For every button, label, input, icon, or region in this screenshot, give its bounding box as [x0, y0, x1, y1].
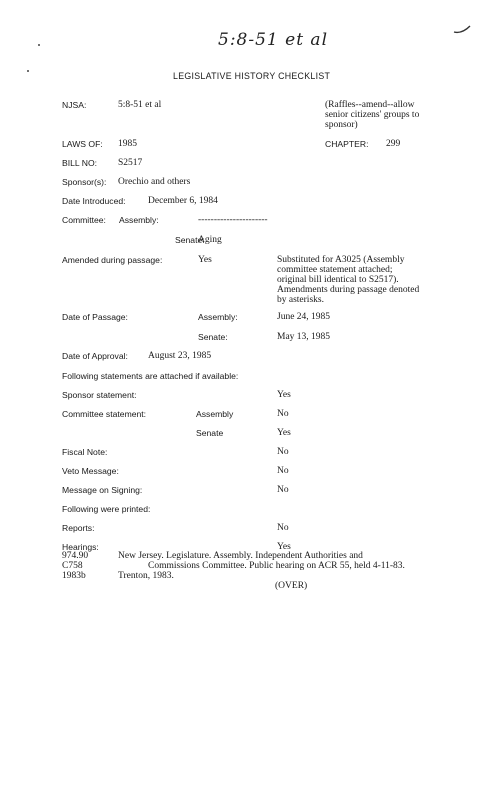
page-title: LEGISLATIVE HISTORY CHECKLIST — [173, 71, 331, 81]
committee-statement-label: Committee statement: — [62, 409, 147, 419]
njsa-note-line-3: sponsor) — [325, 120, 358, 130]
njsa-label: NJSA: — [62, 100, 87, 110]
message-signing-value: No — [277, 485, 289, 495]
amended-value: Yes — [198, 255, 212, 265]
veto-message-value: No — [277, 466, 289, 476]
hearing-citation-line-2: Commissions Committee. Public hearing on ACR 55, held 4-11-83. — [148, 561, 405, 571]
chapter-value: 299 — [386, 139, 401, 149]
hearing-call-number-1: 974.90 — [62, 551, 89, 561]
amended-note-line-1: Substituted for A3025 (Assembly — [277, 255, 405, 265]
passage-senate-label: Senate: — [198, 332, 228, 342]
committee-label: Committee: — [62, 215, 106, 225]
attached-statements-heading: Following statements are attached if available: — [62, 371, 239, 381]
njsa-value: 5:8-51 et al — [118, 100, 162, 110]
njsa-note-line-1: (Raffles--amend--allow — [325, 100, 415, 110]
passage-assembly-label: Assembly: — [198, 312, 238, 322]
chapter-label: CHAPTER: — [325, 139, 369, 149]
message-signing-label: Message on Signing: — [62, 485, 143, 495]
hearing-call-number-3: 1983b — [62, 571, 86, 581]
sponsor-statement-value: Yes — [277, 390, 291, 400]
pen-stroke-mark — [452, 22, 474, 36]
committee-senate-label: Senate: — [175, 235, 205, 245]
committee-statement-assembly-value: No — [277, 409, 289, 419]
scan-speck — [27, 70, 29, 72]
laws-of-value: 1985 — [118, 139, 137, 149]
date-introduced-value: December 6, 1984 — [148, 196, 218, 206]
committee-statement-assembly-label: Assembly — [196, 409, 234, 419]
committee-assembly-value: ---------------------- — [198, 215, 268, 225]
committee-statement-senate-label: Senate — [196, 428, 224, 438]
reports-label: Reports: — [62, 523, 95, 533]
amended-label: Amended during passage: — [62, 255, 163, 265]
fiscal-note-label: Fiscal Note: — [62, 447, 108, 457]
hearings-label: Hearings: — [62, 542, 99, 552]
amended-note-line-4: Amendments during passage denoted — [277, 285, 420, 295]
committee-statement-senate-value: Yes — [277, 428, 291, 438]
sponsors-value: Orechio and others — [118, 177, 191, 187]
laws-of-label: LAWS OF: — [62, 139, 103, 149]
veto-message-label: Veto Message: — [62, 466, 119, 476]
hearings-value: Yes — [277, 542, 291, 552]
hearing-citation-line-1: New Jersey. Legislature. Assembly. Independent Authorities and — [118, 551, 363, 561]
printed-heading: Following were printed: — [62, 504, 151, 514]
bill-no-label: BILL NO: — [62, 158, 98, 168]
reports-value: No — [277, 523, 289, 533]
passage-assembly-value: June 24, 1985 — [277, 312, 331, 322]
over-footer: (OVER) — [275, 581, 308, 591]
amended-note-line-5: by asterisks. — [277, 295, 324, 305]
passage-senate-value: May 13, 1985 — [277, 332, 331, 342]
bill-no-value: S2517 — [118, 158, 143, 168]
approval-value: August 23, 1985 — [148, 351, 212, 361]
sponsors-label: Sponsor(s): — [62, 177, 107, 187]
committee-senate-value: Aging — [198, 235, 222, 245]
amended-note-line-2: committee statement attached; — [277, 265, 393, 275]
amended-note-line-3: original bill identical to S2517). — [277, 275, 399, 285]
njsa-note-line-2: senior citizens' groups to — [325, 110, 420, 120]
hearing-citation-line-3: Trenton, 1983. — [118, 571, 174, 581]
hearing-call-number-2: C758 — [62, 561, 83, 571]
approval-label: Date of Approval: — [62, 351, 128, 361]
sponsor-statement-label: Sponsor statement: — [62, 390, 137, 400]
fiscal-note-value: No — [277, 447, 289, 457]
date-introduced-label: Date Introduced: — [62, 196, 126, 206]
scan-speck — [38, 44, 40, 46]
committee-assembly-label: Assembly: — [119, 215, 159, 225]
passage-label: Date of Passage: — [62, 312, 128, 322]
handwritten-statute-note: 5:8-51 et al — [218, 30, 329, 50]
